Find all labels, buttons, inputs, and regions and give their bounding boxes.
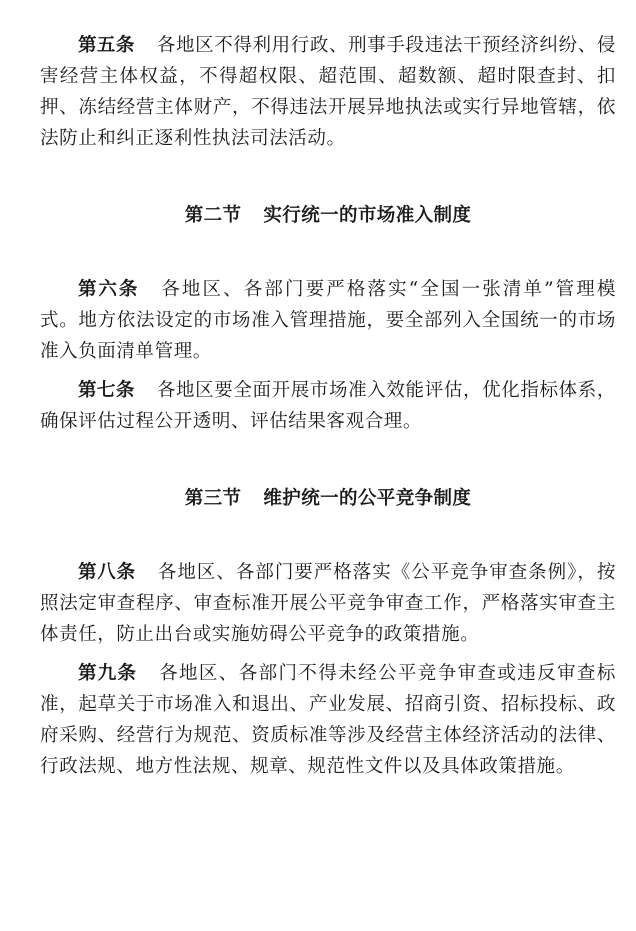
article-number: 第九条 — [78, 663, 138, 684]
article-text: 各地区、各部门要严格落实“全国一张清单”管理模式。地方依法设定的市场准入管理措施，要全部列入全国统一的市场准入负面清单管理。 — [40, 279, 617, 362]
article-text: 各地区、各部门要严格落实《公平竞争审查条例》，按照法定审查程序、审查标准开展公平竞争审查工作，严格落实审查主体责任，防止出台或实施妨碍公平竞争的政策措施。 — [40, 562, 616, 645]
article-number: 第五条 — [78, 35, 135, 56]
document-page — [40, 30, 616, 782]
article-number: 第八条 — [78, 562, 136, 583]
section-heading-2 — [40, 200, 616, 231]
article-6 — [40, 274, 616, 367]
article-5 — [40, 30, 616, 154]
section-title: 实行统一的市场准入制度 — [263, 205, 472, 226]
article-number: 第六条 — [78, 279, 140, 300]
article-text: 各地区不得利用行政、刑事手段违法干预经济纠纷、侵害经营主体权益，不得超权限、超范围、超数额、超时限查封、扣押、冻结经营主体财产，不得违法开展异地执法或实行异地管辖，依法防止和纠正逐利性执法司法活动。 — [40, 35, 617, 149]
section-number: 第三节 — [184, 488, 242, 509]
section-heading-3 — [40, 483, 616, 514]
article-text: 各地区、各部门不得未经公平竞争审查或违反审查标准，起草关于市场准入和退出、产业发展、招商引资、招标投标、政府采购、经营行为规范、资质标准等涉及经营主体经济活动的法律、行政法规、地方性法规、规章、规范性文件以及具体政策措施。 — [40, 663, 616, 777]
article-7 — [40, 375, 616, 437]
section-number: 第二节 — [184, 205, 242, 226]
section-title: 维护统一的公平竞争制度 — [263, 488, 472, 509]
article-9 — [40, 658, 616, 782]
article-8 — [40, 557, 616, 650]
article-text: 各地区要全面开展市场准入效能评估，优化指标体系，确保评估过程公开透明、评估结果客观合理。 — [40, 380, 617, 432]
article-number: 第七条 — [78, 380, 135, 401]
